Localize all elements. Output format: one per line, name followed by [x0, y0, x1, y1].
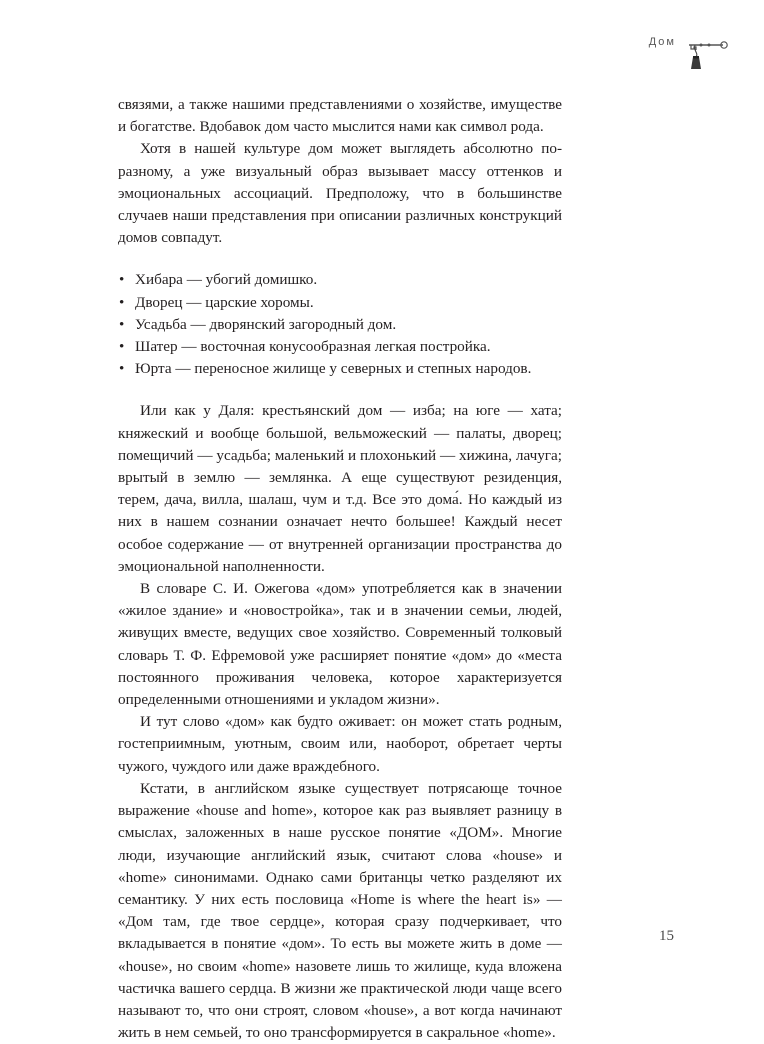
paragraph: связями, а также нашими представлениями о хозяйстве, имуществе и богатстве. Вдобавок дом часто мыслится нами как символ рода. — [118, 96, 562, 136]
list-item: • Юрта — переносное жилище у северных и степных народов. — [118, 358, 562, 380]
key-with-tassel-icon — [683, 33, 729, 73]
bullet-marker: • — [119, 338, 125, 356]
paragraph: Хотя в нашей культуре дом может выглядеть абсолютно по-разному, а уже визуальный образ вызывает массу оттенков и эмоциональных ассоциаций. Предположу, что в большинстве случаев наши представления при описании различных конструкций домов совпадут. — [118, 140, 562, 247]
paragraph: Или как у Даля: крестьянский дом — изба; на юге — хата; княжеский и вообще большой, вельможеский — палаты, дворец; помещичий — усадьба; маленький и плохонький — хижина, лачуга; врытый в землю — землянка. А еще существуют резиденция, терем, дача, вилла, шалаш, чум и т.д. Все это дома́. Но каждый из них в нашем сознании означает нечто большее! Каждый несет особое содержание — от внутренней организации пространства до эмоциональной наполненности. — [118, 402, 562, 575]
bulleted-list — [118, 269, 562, 380]
bullet-marker: • — [119, 271, 125, 289]
page-number: 15 — [659, 928, 674, 944]
list-item: • Шатер — восточная конусообразная легкая постройка. — [118, 336, 562, 358]
page-body — [118, 94, 562, 1044]
paragraph: И тут слово «дом» как будто оживает: он может стать родным, гостеприимным, уютным, своим или, наоборот, обретает черты чужого, чуждого или даже враждебного. — [118, 713, 562, 775]
paragraph: Кстати, в английском языке существует потрясающе точное выражение «house and home», которое как раз выявляет разницу в смыслах, заложенных в наше русское понятие «ДОМ». Многие люди, изучающие английский язык, считают слова «house» и «home» синонимами. Однако сами британцы четко разделяют их семантику. У них есть пословица «Home is where the heart is» — «Дом там, где твое сердце», которая сразу подчеркивает, что вкладывается в понятие «дом». То есть вы можете жить в доме — «house», но своим «home» назовете лишь то жилище, куда вложена частичка вашего сердца. В жизни же практической люди чаще всего называют то, что они строят, словом «house», а вот когда начинают жить в нем семьей, то оно трансформируется в сакральное «home». — [118, 779, 562, 1042]
paragraph: В словаре С. И. Ожегова «дом» употребляется как в значении «жилое здание» и «новостройка», так и в значении семьи, людей, живущих вместе, ведущих свое хозяйство. Современный толковый словарь Т. Ф. Ефремовой уже расширяет понятие «дом» до «места постоянного проживания человека, которое характеризуется определенными отношениями и укладом жизни». — [118, 580, 562, 709]
list-item: • Хибара — убогий домишко. — [118, 269, 562, 291]
bullet-marker: • — [119, 315, 125, 333]
list-item: • Дворец — царские хоромы. — [118, 292, 562, 314]
running-head-title: Дом — [648, 36, 676, 48]
list-item: • Усадьба — дворянский загородный дом. — [118, 314, 562, 336]
bullet-marker: • — [119, 293, 125, 311]
bullet-marker: • — [119, 360, 125, 378]
